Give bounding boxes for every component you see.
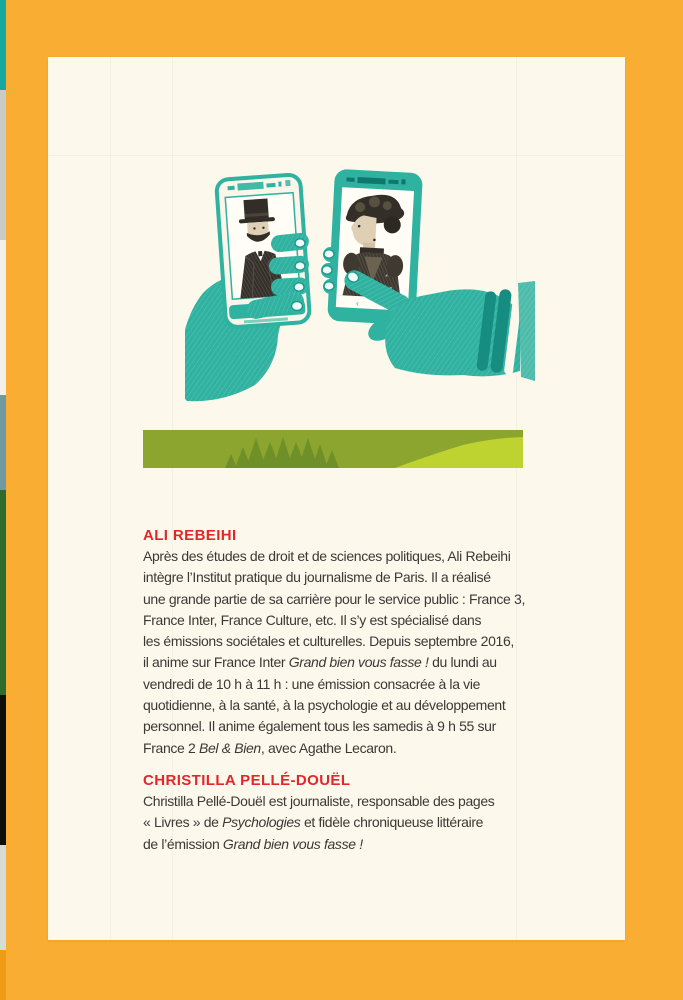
edge-seg-gray — [0, 90, 6, 240]
page-fold-line — [48, 155, 625, 156]
fingernail — [324, 282, 334, 290]
fingernail — [322, 266, 332, 274]
bio-line: une grande partie de sa carrière pour le service public : France 3, — [143, 590, 525, 607]
bio-line: les émissions sociétales et culturelles. Depuis septembre 2016, — [143, 633, 514, 650]
edge-seg-darkorange — [0, 950, 6, 1000]
author2-heading: CHRISTILLA PELLÉ-DOUËL — [143, 771, 351, 789]
author1-bio — [143, 546, 583, 759]
bio-line: Après des études de droit et de sciences politiques, Ali Rebeihi — [143, 548, 511, 564]
bio-line: il anime sur France Inter Grand bien vous fasse ! du lundi au — [143, 654, 497, 671]
edge-seg-bluegray — [0, 395, 6, 490]
fingernail — [294, 283, 304, 291]
fingernail — [324, 250, 334, 258]
bio-line: Christilla Pellé-Douël est journaliste, responsable des pages — [143, 792, 495, 809]
edge-seg-green — [0, 490, 6, 695]
bio-line: personnel. Il anime également tous les samedis à 9 h 55 sur — [143, 718, 496, 735]
author2-bio — [143, 791, 583, 855]
page-fold-line — [110, 57, 111, 940]
author1-heading: ALI REBEIHI — [143, 527, 237, 544]
fingernail — [295, 239, 305, 247]
bio-line: vendredi de 10 h à 11 h : une émission consacrée à la vie — [143, 675, 481, 692]
grass-divider — [143, 430, 523, 468]
bio-line: « Livres » de Psychologies et fidèle chroniqueuse littéraire — [143, 814, 484, 831]
edge-seg-black — [0, 695, 6, 845]
bio-line: de l’émission Grand bien vous fasse ! — [143, 835, 363, 852]
thumbnail — [292, 302, 303, 311]
edge-seg-teal — [0, 0, 6, 90]
back-icon: ‹ — [355, 298, 360, 309]
bio-line: France 2 Bel & Bien, avec Agathe Lecaron. — [143, 739, 397, 756]
author-bios — [143, 527, 583, 855]
bio-line: France Inter, France Culture, etc. Il s’y est spécialisé dans — [143, 611, 482, 628]
book-edge-strip — [0, 0, 6, 1000]
fingernail — [295, 262, 305, 270]
edge-seg-lightgray — [0, 845, 6, 950]
page — [48, 57, 625, 940]
hands-holding-phones-illustration — [185, 163, 535, 403]
bio-line: quotidienne, à la santé, à la psychologie et au développement — [143, 697, 506, 714]
bio-line: intègre l’Institut pratique du journalisme de Paris. Il a réalisé — [143, 569, 491, 586]
edge-seg-white — [0, 240, 6, 395]
